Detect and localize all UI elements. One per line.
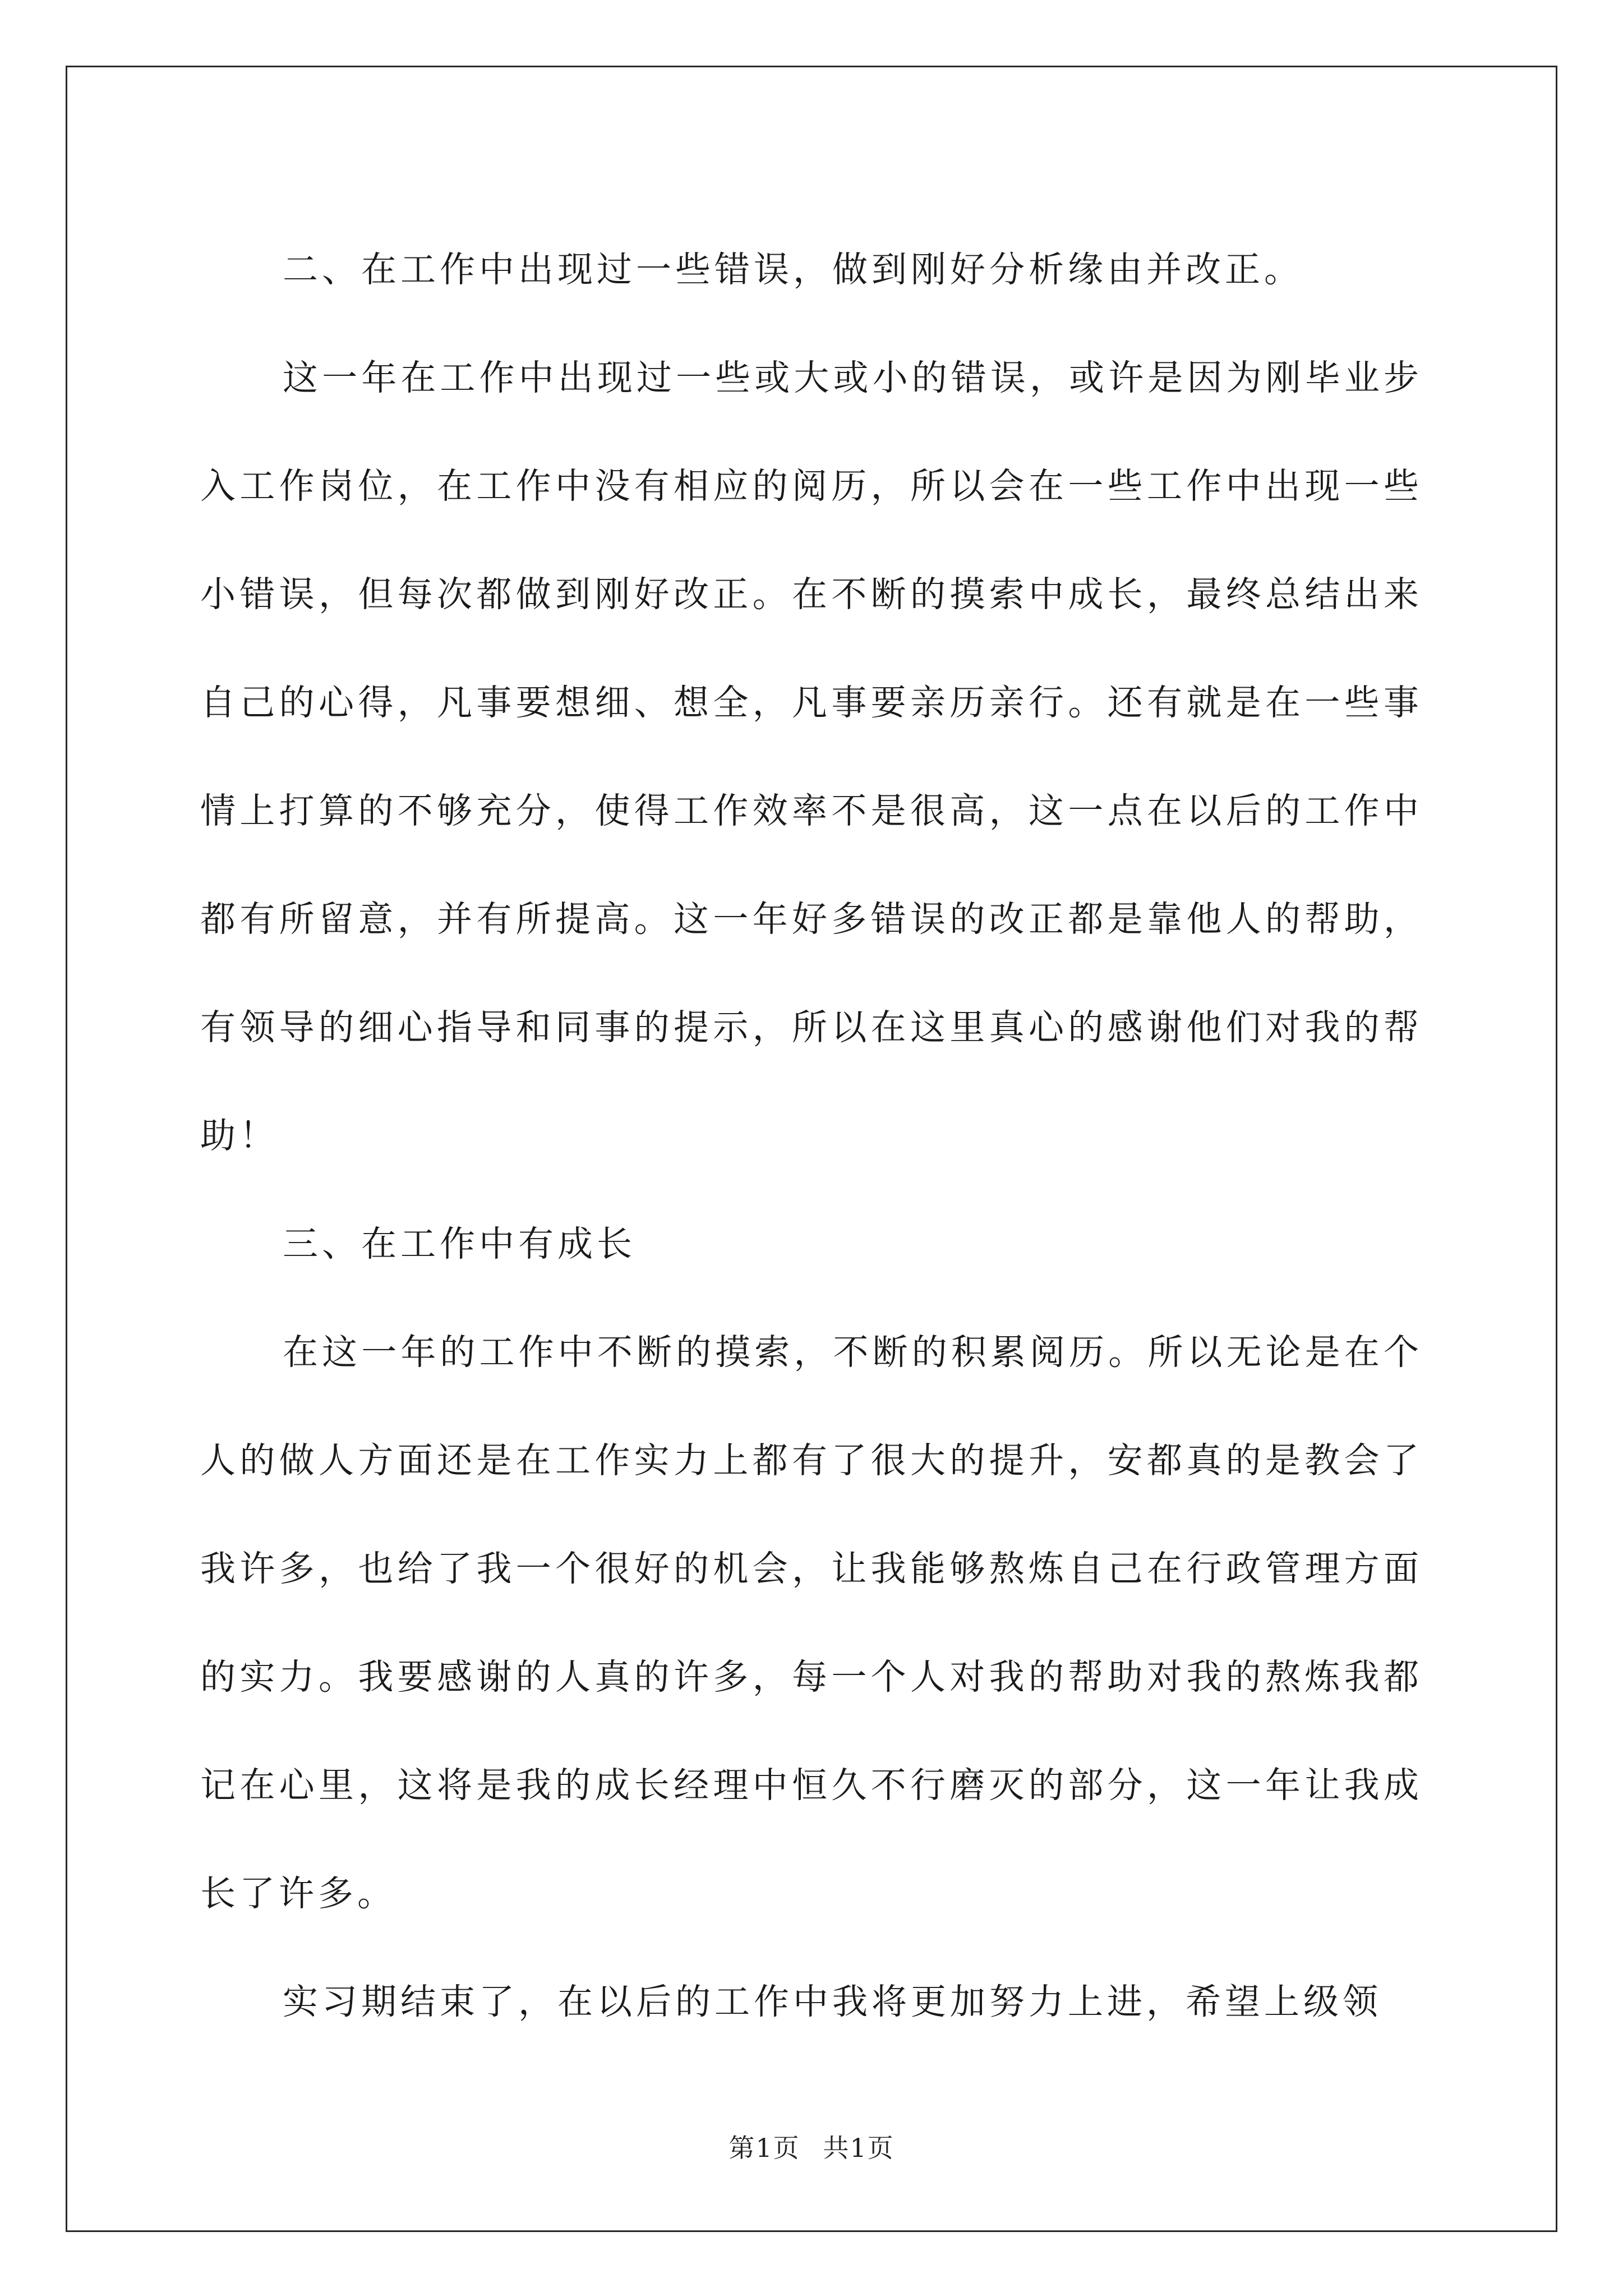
page-number-current: 第1页 <box>728 2133 800 2163</box>
paragraph-growth: 在这一年的工作中不断的摸索，不断的积累阅历。所以无论是在个人的做人方面还是在工作实力上都有了很大的提升，安都真的是教会了我许多，也给了我一个很好的机会，让我能够熬炼自己在行政管理方面的实力。我要感谢的人真的许多，每一个人对我的帮助对我的熬炼我都记在心里，这将是我的成长经理中恒久不行磨灭的部分，这一年让我成长了许多。 <box>200 1332 1423 1914</box>
section-heading-3: 三、在工作中有成长 <box>283 1223 636 1264</box>
document-body <box>200 215 1423 2056</box>
paragraph-conclusion: 实习期结束了，在以后的工作中我将更加努力上进，希望上级领 <box>283 1981 1382 2022</box>
section-heading-2: 二、在工作中出现过一些错误，做到刚好分析缘由并改正。 <box>283 249 1303 290</box>
page-footer <box>0 2128 1623 2165</box>
paragraph-mistakes: 这一年在工作中出现过一些或大或小的错误，或许是因为刚毕业步入工作岗位，在工作中没有相应的阅历，所以会在一些工作中出现一些小错误，但每次都做到刚好改正。在不断的摸索中成长，最终总结出来自己的心得，凡事要想细、想全，凡事要亲历亲行。还有就是在一些事情上打算的不够充分，使得工作效率不是很高，这一点在以后的工作中都有所留意，并有所提高。这一年好多错误的改正都是靠他人的帮助，有领导的细心指导和同事的提示，所以在这里真心的感谢他们对我的帮助！ <box>200 357 1423 1156</box>
page-number-total: 共1页 <box>823 2133 895 2163</box>
